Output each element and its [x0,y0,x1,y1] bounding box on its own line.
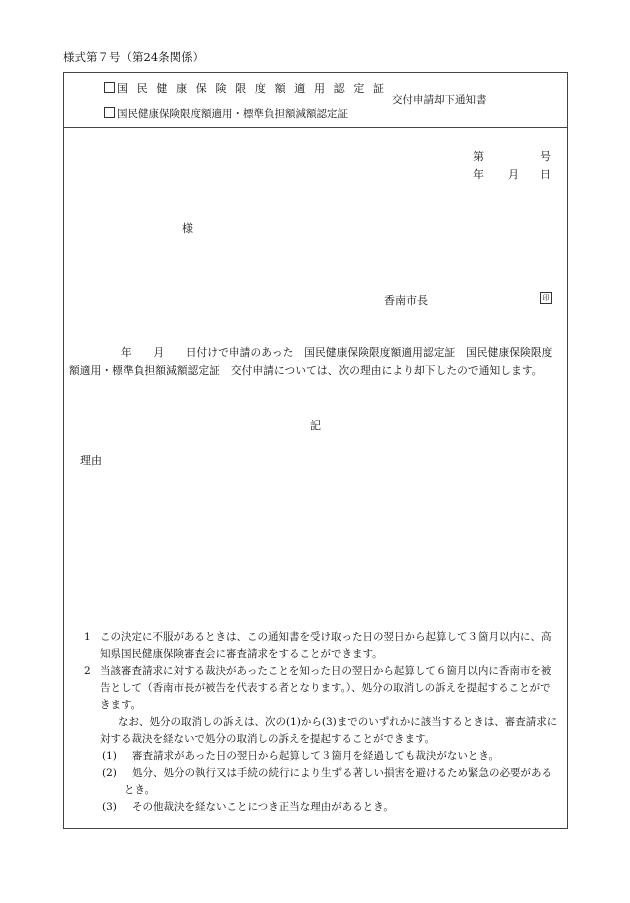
certificate-option-2-label: 国民健康保険限度額適用・標準負担額減額認定証 [117,108,348,120]
number-prefix: 第 [473,150,484,163]
reason-label: 理由 [80,454,102,467]
sub-item [80,765,560,799]
notice-title: 交付申請却下通知書 [392,94,487,106]
sub-item-number: (1) [102,750,117,762]
seal-mark: 印 [540,292,552,304]
notes-section [80,629,560,816]
note-text: この決定に不服があるときは、この通知書を受け取った日の翌日から起算して３箇月以内に、高知県国民健康保険審査会に審査請求をすることができます。 [100,631,552,660]
sub-item-text: その他裁決を経ないことにつき正当な理由があるとき。 [132,801,394,813]
note-text: 当該審査請求に対する裁決があったことを知った日の翌日から起算して６箇月以内に香南市を被告として（香南市長が被告を代表する者となります。）、処分の取消しの訴えを提起することができます。 [100,665,552,711]
number-suffix: 号 [540,150,551,163]
date-year: 年 [473,168,484,181]
checkbox-icon[interactable] [104,107,115,118]
sub-item [80,748,560,765]
ki-heading: 記 [310,419,321,432]
certificate-option-2 [104,106,348,121]
note-item [80,663,560,714]
sub-item-number: (2) [102,767,117,779]
form-number: 様式第７号（第24条関係） [63,50,205,64]
sub-item [80,799,560,816]
header-divider [63,127,568,128]
certificate-option-1-label: 国 民 健 康 保 険 限 度 額 適 用 認 定 証 [117,82,387,95]
body-text: 年 月 日付けで申請のあった 国民健康保険限度額適用認定証 国民健康保険限度額適用・標準負担額減額認定証 交付申請については、次の理由により却下したので通知します。 [69,346,553,377]
sub-item-number: (3) [102,801,117,813]
certificate-option-1 [104,80,387,96]
checkbox-icon[interactable] [104,82,115,93]
issuer-name: 香南市長 [384,294,428,307]
date-month: 月 [508,168,519,181]
note-number: 1 [84,631,91,643]
addressee-honorific: 様 [182,222,193,235]
date-day: 日 [540,168,551,181]
sub-item-text: 処分、処分の執行又は手続の続行により生ずる著しい損害を避けるため緊急の必要があるとき。 [124,767,552,796]
note-number: 2 [84,665,91,677]
note-paragraph: なお、処分の取消しの訴えは、次の(1)から(3)までのいずれかに該当するときは、審査請求に対する裁決を経ないで処分の取消しの訴えを提起することができます。 [100,716,558,745]
note-item [80,629,560,663]
sub-item-text: 審査請求があった日の翌日から起算して３箇月を経過しても裁決がないとき。 [132,750,499,762]
